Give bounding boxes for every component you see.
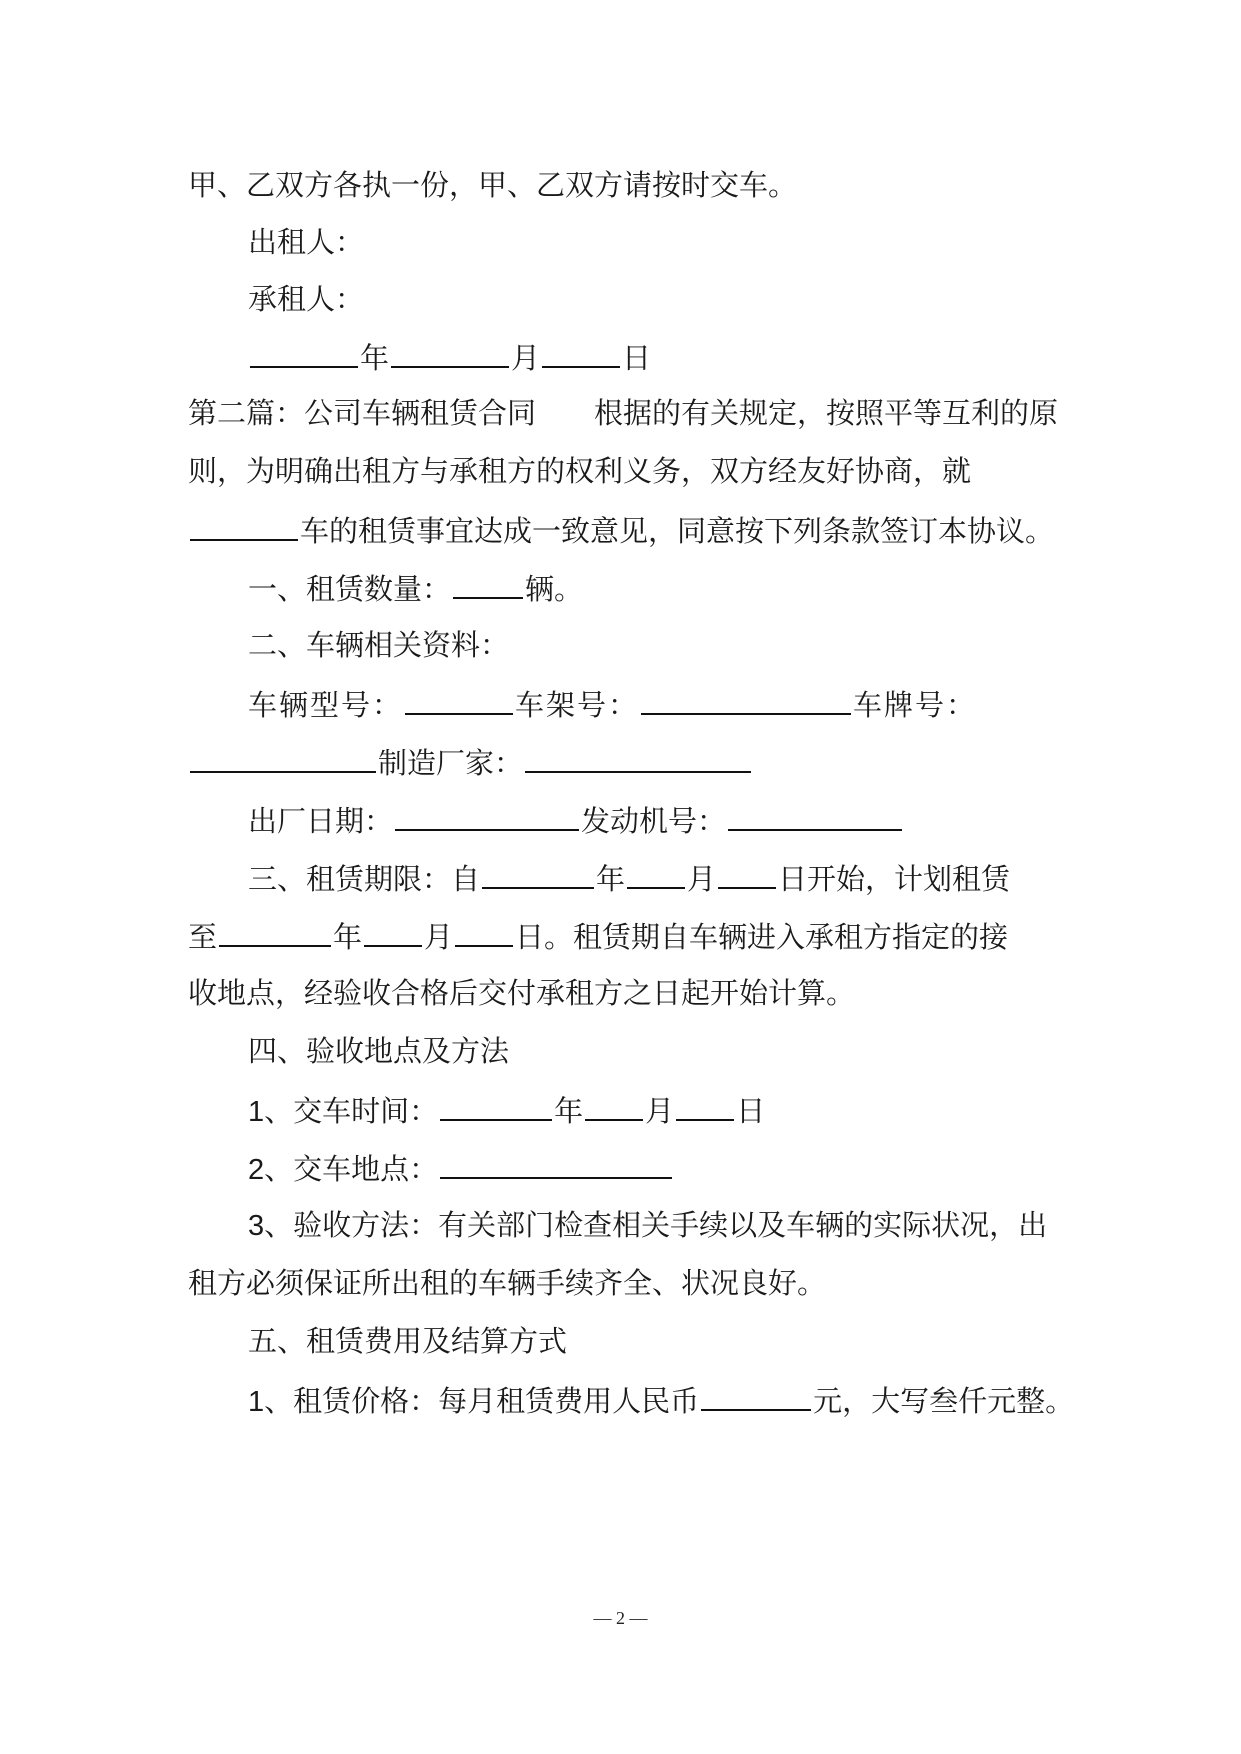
vehicle-fields-row-2: 制造厂家：	[188, 741, 1068, 783]
blank-end-month[interactable]	[364, 915, 422, 947]
clause-vehicle-info: 二、车辆相关资料：	[248, 628, 510, 662]
blank-end-year[interactable]	[219, 915, 331, 947]
blank-end-day[interactable]	[455, 915, 513, 947]
blank-start-year[interactable]	[482, 857, 594, 889]
blank-year[interactable]	[250, 336, 358, 368]
blank-delivery-month[interactable]	[585, 1089, 643, 1121]
vehicle-fields-row-3: 出厂日期： 发动机号：	[248, 799, 1128, 841]
lessee-signature-line: 承租人：	[248, 282, 365, 316]
section-two-heading: 第二篇：公司车辆租赁合同 根据的有关规定，按照平等互利的原	[188, 396, 1059, 430]
paragraph-copies: 甲、乙双方各执一份，甲、乙双方请按时交车。	[188, 168, 798, 202]
item-delivery-place: 2、交车地点：	[248, 1147, 1128, 1190]
item-rental-price: 1、租赁价格：每月租赁费用人民币 元，大写叁仟元整。	[248, 1379, 1128, 1422]
item-inspection-method-cont: 租方必须保证所出租的车辆手续齐全、状况良好。	[188, 1266, 827, 1300]
blank-manufacturer[interactable]	[525, 741, 751, 773]
paragraph-intro-end: 车的租赁事宜达成一致意见，同意按下列条款签订本协议。	[188, 509, 1068, 551]
page-number: — 2 —	[593, 1608, 648, 1628]
blank-rental-amount[interactable]	[701, 1379, 811, 1411]
blank-delivery-place[interactable]	[440, 1147, 672, 1179]
item-inspection-method: 3、验收方法：有关部门检查相关手续以及车辆的实际状况，出	[248, 1208, 1048, 1242]
blank-vehicle[interactable]	[190, 509, 298, 541]
blank-quantity[interactable]	[453, 567, 523, 599]
blank-month[interactable]	[391, 336, 509, 368]
clause-term-cont: 至 年 月 日。租赁期自车辆进入承租方指定的接	[188, 915, 1068, 957]
blank-day[interactable]	[542, 336, 620, 368]
vehicle-fields-row-1: 车辆型号： 车架号： 车牌号：	[248, 683, 1128, 725]
paragraph-intro: 则，为明确出租方与承租方的权利义务，双方经友好协商，就	[188, 454, 972, 488]
clause-quantity: 一、租赁数量： 辆。	[248, 567, 1128, 609]
blank-delivery-day[interactable]	[676, 1089, 734, 1121]
blank-start-day[interactable]	[718, 857, 776, 889]
blank-delivery-year[interactable]	[440, 1089, 552, 1121]
blank-model[interactable]	[405, 683, 513, 715]
section-title: 第二篇：公司车辆租赁合同	[188, 396, 537, 430]
blank-start-month[interactable]	[627, 857, 685, 889]
signing-date-line: 年 月 日	[248, 336, 1128, 378]
lessor-signature-line: 出租人：	[248, 225, 365, 259]
clause-term: 三、租赁期限：自 年 月 日开始，计划租赁	[248, 857, 1128, 899]
blank-production-date[interactable]	[395, 799, 579, 831]
blank-frame-number[interactable]	[641, 683, 851, 715]
clause-acceptance: 四、验收地点及方法	[248, 1034, 510, 1068]
blank-engine-number[interactable]	[728, 799, 902, 831]
clause-term-end: 收地点，经验收合格后交付承租方之日起开始计算。	[188, 976, 856, 1010]
clause-fees: 五、租赁费用及结算方式	[248, 1324, 568, 1358]
blank-plate-number[interactable]	[190, 741, 376, 773]
item-delivery-time: 1、交车时间： 年 月 日	[248, 1089, 1128, 1132]
